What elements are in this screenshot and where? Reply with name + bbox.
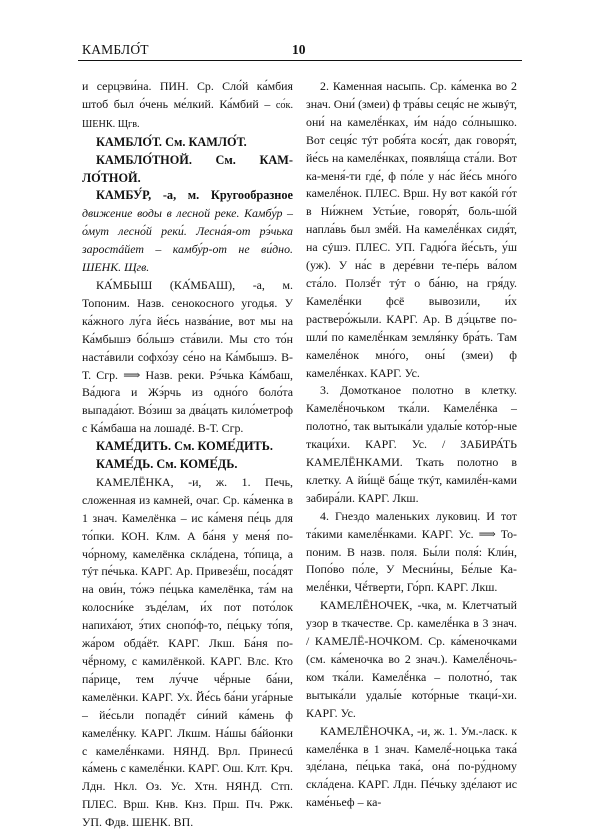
sense-3-domotkanoe-polotno: 3. Домотканое полотно в клетку. Камелё́ночьком тка́ли. Камелё́нка – полотно́, так вытыка́ли удалы́е кото́р-ные ткаци́хи. КАРГ. Ус. / ЗАБИРА́ТЬ КАМЕЛЁНКАМИ. Ткать полотно в клетку. А йи́щё ба́ще ткýт, камилё́н-ками забира́ли. КАРГ. Лкш. <box>306 383 517 505</box>
entry-kamelyonochka: КАМЕЛЁНОЧКА, -и, ж. 1. Ум.-ласк. к камелё́нка в 1 знач. Камелё́-ноцька така́ зде́лана, пе́цька така́, она́ по-ру́дному скла́дена. КАРГ. Лдн. Пе́чьку зде́лают ис каме́ньеф – ка- <box>306 723 517 810</box>
header-rule <box>78 60 522 61</box>
entry-kameditj: КАМЕ́ДИТЬ. См. КОМЕ́ДИТЬ. <box>96 439 273 454</box>
entry-kambysh: КА́МБЫШ (КА́МБАШ), -а, м. Топоним. Назв. сенокосного угодья. У ка́жного лу́га йе́сь назва́ние, вот мы на Ка́мбышэ бо́льшэ ста́вили. Мы сто то́н наста́вили софхо́зу се́но на Ка́мбышэ. В-Т. Сгр. ⟹ Назв. реки. Рэ́чька Ка́мбаш, Ва́дюга и Жэ́рчь из одно́го боло́та выпада́ют. Во́зиш за два́цать кило́метроф с Ка́мбаша на лошадé. В-Т. Сгр. <box>82 277 293 436</box>
entry-kamblot: КАМБЛО́Т. См. КАМЛО́Т. <box>96 134 247 149</box>
left-column <box>82 78 293 832</box>
entry-continuation: и серцэви́на. ПИН. Ср. Сло́й ка́мбия штоб был о́чень ме́лкий. Ка́мбий – со́к. ШЕНК. Щгв. <box>82 79 293 130</box>
right-column <box>306 78 517 812</box>
running-head-word: КАМБЛО́Т <box>82 42 149 57</box>
page-number: 10 <box>292 42 306 57</box>
entry-kamelyonka: КАМЕЛЁНКА, -и, ж. 1. Печь, сложенная из камней, очаг. Ср. ка́менка в 1 знач. Камелёнка – ис ка́меня пе́ць для то́пки. КОН. Клм. А ба́ня у меня́ по-чо́рному, камелёнка скла́дена, то́пица, а тýт пе́чька. КАРГ. Ар. Привезё́ш, поса́дят на ови́н, то́жэ пе́цька камелёнка, та́м на колосни́ке зъде́лам, и́х пот пото́лок напиха́ют, э́тих снопо́ф-то, пе́цьку то́пя, жа́ром обда́ёт. КАРГ. Лкш. Ба́ня по-чё́рному, с камилёнкой. КАРГ. Влс. Кто па́рице, тем лу́чче чё́рные ба́ни, камелёнки. КАРГ. Ух. Йе́сь ба́ни уга́рные – йе́сьли попадё́т си́ний ка́мень ф камелё́нку. КАРГ. Лкшм. На́шы ба́йонки с камелё́нками. НЯНД. Врл. Принесú ка́мень с камелё́нки. КАРГ. Ош. Клт. Крч. Лдн. Нкл. Оз. Ус. Хтн. НЯНД. Стп. ПЛЕС. Врш. Кнв. Кнз. Прш. Пч. Ржк. УП. Фдв. ШЕНК. ВП. <box>82 474 293 830</box>
sense-2-kamennaya-nasyp: 2. Каменная насыпь. Ср. ка́менка во 2 знач. Они́ (змеи) ф тра́вы сеця́с не жывýт, они́ на камелё́нках, и́м на́до со́лнышко. Вот сеця́с тýт робя́та кося́т, дак говоря́т, йе́сь на камелё́нках, появля́ща ста́ли. Вот ка-меня́-ти где́, ф по́ле у на́с йе́сь мно́го камелё́нок. ПЛЕС. Врш. Ну вот како́й го́т в Ни́жнем Усть́ие, говоря́т, боль-шо́й напла́вь был змё́й. На камелё́нках сидя́т, на сýшэ. ПЛЕС. УП. Гадю́га йе́сьть, у́ш (уж). У на́с в дере́вни те-пе́рь ва́лом ста́ло. Ползё́т тýт о ба́ню, на гря́ду. Камелё́нки фсё вывозили, и́х растверо́жыли. КАРГ. Ар. В дэ́цьтве по-шли́ по камелё́нкам земля́нку бра́ть. Там камелё́нок мно́го, оны́ (змеи) ф камелё́нках. КАРГ. Ус. <box>306 79 517 380</box>
entry-kambur: КАМБУ́Р, -а, м. Кругообразное движение воды в лесной реке. Камбу́р – о́мут лесно́й реки́. Лесна́я-от рэ́чька заростáйет – камбу́р-от не ви́дно. ШЕНК. Щгв. <box>82 188 293 275</box>
running-head <box>82 42 522 62</box>
sense-4-gnezdo-lukovits: 4. Гнездо маленьких луковиц. И тот та́кими камелё́нками. КАРГ. Ус. ⟹ То-поним. В назв. поля. Бы́ли поля́: Кли́н, Попо́во по́ле, У Месни́ны, Бе́лые Ка-мелё́нки, Чё́тверти, Го́рп. КАРГ. Лкш. <box>306 508 517 595</box>
entry-kamelyonochek: КАМЕЛЁНОЧЕК, -чка, м. Клетчатый узор в ткачестве. Ср. камелё́нка в 3 знач. / КАМЕЛЁ-НОЧКОМ. Ср. ка́меночками (см. ка́меночка во 2 знач.). Камелё́ночь-ком тка́ли. Камелё́нка – полотно́, так вытыка́ли удалы́е кото́рные ткаци́-хи. КАРГ. Ус. <box>306 598 517 720</box>
entry-kamblotnoy: КАМБЛО́ТНОЙ. См. КАМ- ЛО́ТНОЙ. <box>82 152 293 185</box>
entry-kamedj: КАМЕ́ДЬ. См. КОМЕ́ДЬ. <box>96 457 238 472</box>
